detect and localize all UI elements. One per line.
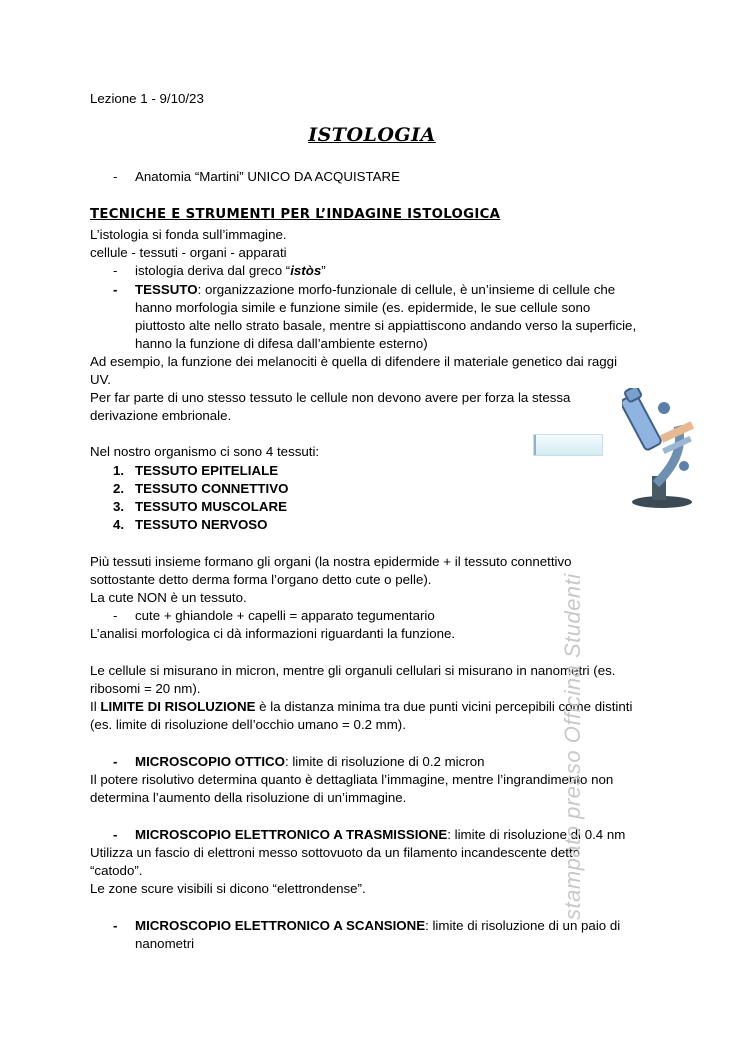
paragraph: derivazione embrionale. (90, 408, 232, 423)
list-item: TESSUTO NERVOSO (135, 517, 268, 532)
paragraph: Per far parte di uno stesso tessuto le cellule non devono avere per forza la stessa (90, 390, 571, 405)
bullet-tessuto-cont: piuttosto alte nello strato basale, mentre si appiattiscono andando verso la superficie, (135, 318, 637, 333)
paragraph: ribosomi = 20 nm). (90, 681, 201, 696)
paragraph: Utilizza un fascio di elettroni messo sottovuoto da un filamento incandescente detto (90, 845, 581, 860)
page-title: ISTOLOGIA (308, 124, 436, 146)
list-item: TESSUTO EPITELIALE (135, 463, 279, 478)
paragraph: L’istologia si fonda sull’immagine. (90, 227, 287, 242)
bullet-microscopio-scansione-cont: nanometri (135, 936, 195, 951)
paragraph: Il LIMITE DI RISOLUZIONE è la distanza minima tra due punti vicini percepibili come distinti (90, 699, 633, 714)
paragraph: Le cellule si misurano in micron, mentre gli organuli cellulari si misurano in nanometri (es. (90, 663, 616, 678)
paragraph: Nel nostro organismo ci sono 4 tessuti: (90, 444, 320, 459)
bullet-dash: - (113, 608, 118, 623)
bullet-tessuto-cont: hanno morfologia simile e funzione simile (es. epidermide, le sue cellule sono (135, 300, 591, 315)
paragraph: L’analisi morfologica ci dà informazioni riguardanti la funzione. (90, 626, 456, 641)
bullet-tessuto: TESSUTO: organizzazione morfo-funzionale di cellule, è un’insieme di cellule che (135, 282, 616, 297)
slide-image (533, 434, 603, 456)
list-number: 3. (113, 499, 125, 514)
paragraph: Il potere risolutivo determina quanto è dettagliata l’immagine, mentre l’ingrandimento non (90, 772, 614, 787)
intro-bullet: Anatomia “Martini” UNICO DA ACQUISTARE (135, 169, 401, 184)
paragraph: determina l’aumento della risoluzione di un’immagine. (90, 790, 407, 805)
paragraph: UV. (90, 372, 111, 387)
bullet-dash: - (113, 918, 118, 933)
list-number: 4. (113, 517, 125, 532)
paragraph: “catodo”. (90, 863, 143, 878)
bullet-microscopio-scansione: MICROSCOPIO ELETTRONICO A SCANSIONE: limite di risoluzione di un paio di (135, 918, 621, 933)
bullet-dash: - (113, 169, 118, 184)
paragraph: La cute NON è un tessuto. (90, 590, 247, 605)
bullet-dash: - (113, 263, 118, 278)
watermark: stampato presso Officina Studenti (560, 573, 585, 920)
bullet-cute: cute + ghiandole + capelli = apparato tegumentario (135, 608, 435, 623)
list-item: TESSUTO MUSCOLARE (135, 499, 287, 514)
bullet-dash: - (113, 827, 118, 842)
list-number: 1. (113, 463, 125, 478)
bullet-microscopio-ottico: MICROSCOPIO OTTICO: limite di risoluzione di 0.2 micron (135, 754, 485, 769)
paragraph: Le zone scure visibili si dicono “elettrondense”. (90, 881, 366, 896)
list-item: TESSUTO CONNETTIVO (135, 481, 289, 496)
bullet-istologia: istologia deriva dal greco “istòs” (135, 263, 326, 278)
bullet-microscopio-trasmissione: MICROSCOPIO ELETTRONICO A TRASMISSIONE: limite di risoluzione di 0.4 nm (135, 827, 626, 842)
paragraph: Più tessuti insieme formano gli organi (la nostra epidermide + il tessuto connettivo (90, 554, 572, 569)
list-number: 2. (113, 481, 125, 496)
section-heading: TECNICHE E STRUMENTI PER L’INDAGINE ISTOLOGICA (90, 207, 501, 222)
paragraph: Ad esempio, la funzione dei melanociti è quella di difendere il materiale genetico dai raggi (90, 354, 618, 369)
bullet-dash: - (113, 754, 118, 769)
bullet-dash: - (113, 282, 118, 297)
lesson-date: Lezione 1 - 9/10/23 (90, 91, 204, 106)
paragraph: cellule - tessuti - organi - apparati (90, 245, 287, 260)
paragraph: (es. limite di risoluzione dell’occhio umano = 0.2 mm). (90, 717, 406, 732)
bullet-tessuto-cont: hanno la funzione di difesa dall’ambiente esterno) (135, 336, 428, 351)
microscope-icon (622, 388, 702, 510)
paragraph: sottostante detto derma forma l’organo detto cute o pelle). (90, 572, 432, 587)
